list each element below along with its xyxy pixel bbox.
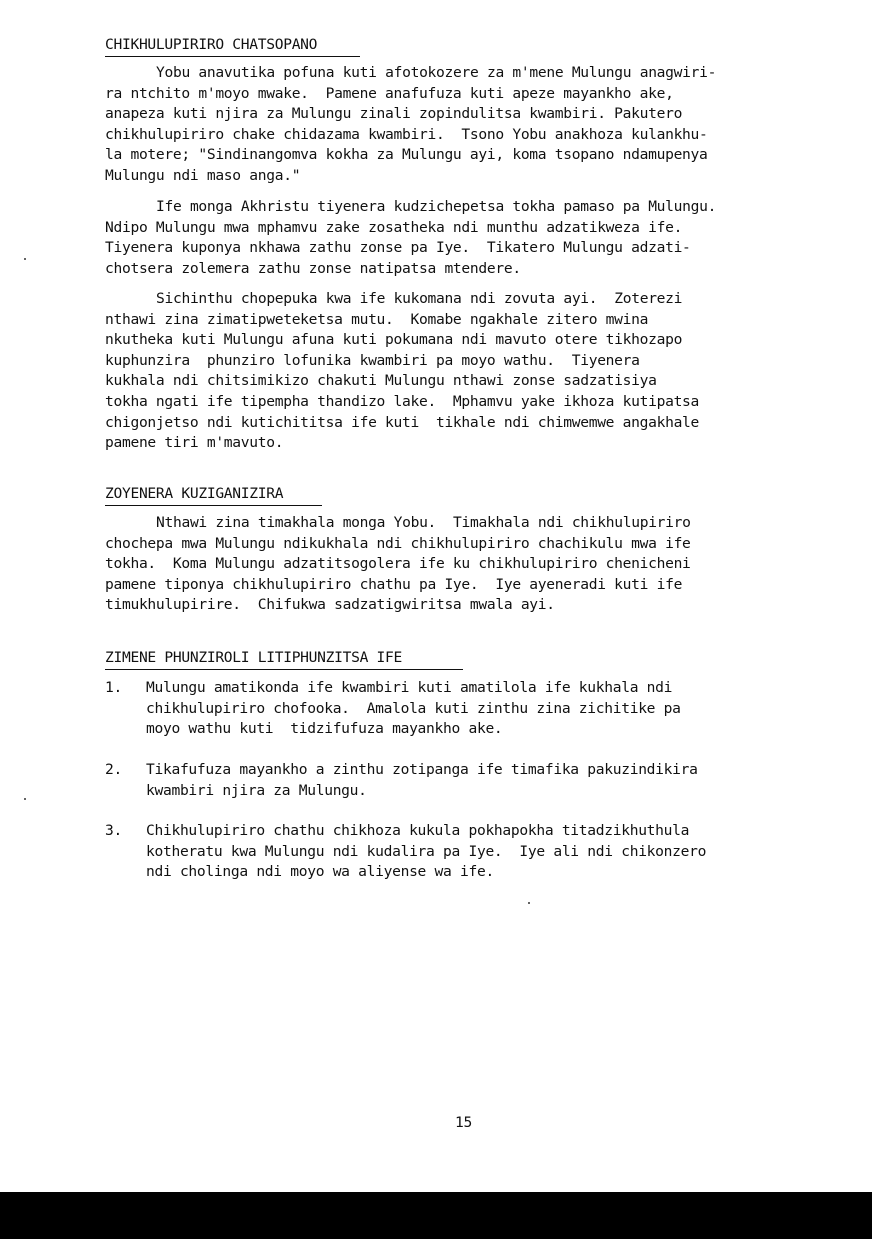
text-line: pamene tiponya chikhulupiriro chathu pa Iye. Iye ayeneradi kuti ife	[105, 575, 683, 593]
paragraph-2	[105, 197, 830, 279]
text-line: chikhulupiriro chake chidazama kwambiri. Tsono Yobu anakhoza kulankhu-	[105, 125, 708, 143]
scan-speck	[528, 902, 530, 904]
heading-underline	[105, 669, 463, 670]
text-line: tokha ngati ife tipempha thandizo lake. Mphamvu yake ikhoza kutipatsa	[105, 392, 700, 410]
page-number: 15	[455, 1114, 472, 1131]
text-line: kwambiri njira za Mulungu.	[146, 781, 367, 799]
text-line: la motere; "Sindinangomva kokha za Mulungu ayi, koma tsopano ndamupenya	[105, 146, 708, 164]
text-line: Mulungu amatikonda ife kwambiri kuti amatilola ife kukhala ndi	[146, 679, 673, 696]
item-number: 1.	[105, 679, 122, 696]
text-line: kotheratu kwa Mulungu ndi kudalira pa Iye. Iye ali ndi chikonzero	[146, 842, 707, 860]
text-line: kukhala ndi chitsimikizo chakuti Mulungu nthawi zonse sadzatisiya	[105, 372, 657, 390]
paragraph-3	[105, 289, 830, 454]
paragraph-4	[105, 513, 830, 616]
item-number: 2.	[105, 761, 122, 778]
section-heading-new-faith: CHIKHULUPIRIRO CHATSOPANO	[105, 36, 318, 53]
text-line: chigonjetso ndi kutichititsa ife kuti tikhale ndi chimwemwe angakhale	[105, 413, 700, 431]
text-line: kuphunzira phunziro lofunika kwambiri pa moyo wathu. Tiyenera	[105, 351, 640, 369]
text-line: chochepa mwa Mulungu ndikukhala ndi chikhulupiriro chachikulu mwa ife	[105, 534, 691, 552]
heading-underline	[105, 505, 322, 506]
text-line: chikhulupiriro chofooka. Amalola kuti zinthu zina zichitike pa	[146, 699, 681, 717]
text-line: Sichinthu chopepuka kwa ife kukomana ndi zovuta ayi. Zoterezi	[156, 290, 683, 307]
text-line: ndi cholinga ndi moyo wa aliyense wa ife.	[146, 863, 494, 881]
text-line: ra ntchito m'moyo mwake. Pamene anafufuza kuti apeze mayankho ake,	[105, 84, 674, 102]
heading-underline	[105, 56, 360, 57]
text-line: tokha. Koma Mulungu adzatitsogolera ife ku chikhulupiriro chenicheni	[105, 555, 691, 573]
text-line: Mulungu ndi maso anga."	[105, 166, 301, 184]
text-line: pamene tiri m'mavuto.	[105, 434, 284, 452]
section-heading-things-to-consider: ZOYENERA KUZIGANIZIRA	[105, 485, 284, 502]
scan-bottom-border	[0, 1192, 872, 1239]
text-line: Ndipo Mulungu mwa mphamvu zake zosatheka ndi munthu adzatikweza ife.	[105, 218, 683, 236]
text-line: Chikhulupiriro chathu chikhoza kukula pokhapokha titadzikhuthula	[146, 822, 690, 839]
text-line: nkutheka kuti Mulungu afuna kuti pokumana ndi mavuto otere tikhozapo	[105, 331, 683, 349]
text-line: chotsera zolemera zathu zonse natipatsa mtendere.	[105, 259, 521, 277]
paragraph-1	[105, 63, 830, 187]
text-line: Ife monga Akhristu tiyenera kudzichepetsa tokha pamaso pa Mulungu.	[156, 198, 717, 215]
text-line: Yobu anavutika pofuna kuti afotokozere za m'mene Mulungu anagwiri-	[156, 64, 717, 81]
text-line: anapeza kuti njira za Mulungu zinali zopindulitsa kwambiri. Pakutero	[105, 105, 683, 123]
text-line: timukhulupirire. Chifukwa sadzatigwiritsa mwala ayi.	[105, 596, 555, 614]
text-line: Tikafufuza mayankho a zinthu zotipanga ife timafika pakuzindikira	[146, 761, 698, 778]
section-heading-lessons: ZIMENE PHUNZIROLI LITIPHUNZITSA IFE	[105, 649, 403, 666]
text-line: Nthawi zina timakhala monga Yobu. Timakhala ndi chikhulupiriro	[156, 514, 691, 531]
text-line: nthawi zina zimatipweteketsa mutu. Komabe ngakhale zitero mwina	[105, 310, 649, 328]
item-number: 3.	[105, 822, 122, 839]
text-line: moyo wathu kuti tidzifufuza mayankho ake.	[146, 720, 503, 738]
scan-speck	[24, 258, 26, 260]
scan-speck	[24, 798, 26, 800]
text-line: Tiyenera kuponya nkhawa zathu zonse pa Iye. Tikatero Mulungu adzati-	[105, 239, 691, 257]
